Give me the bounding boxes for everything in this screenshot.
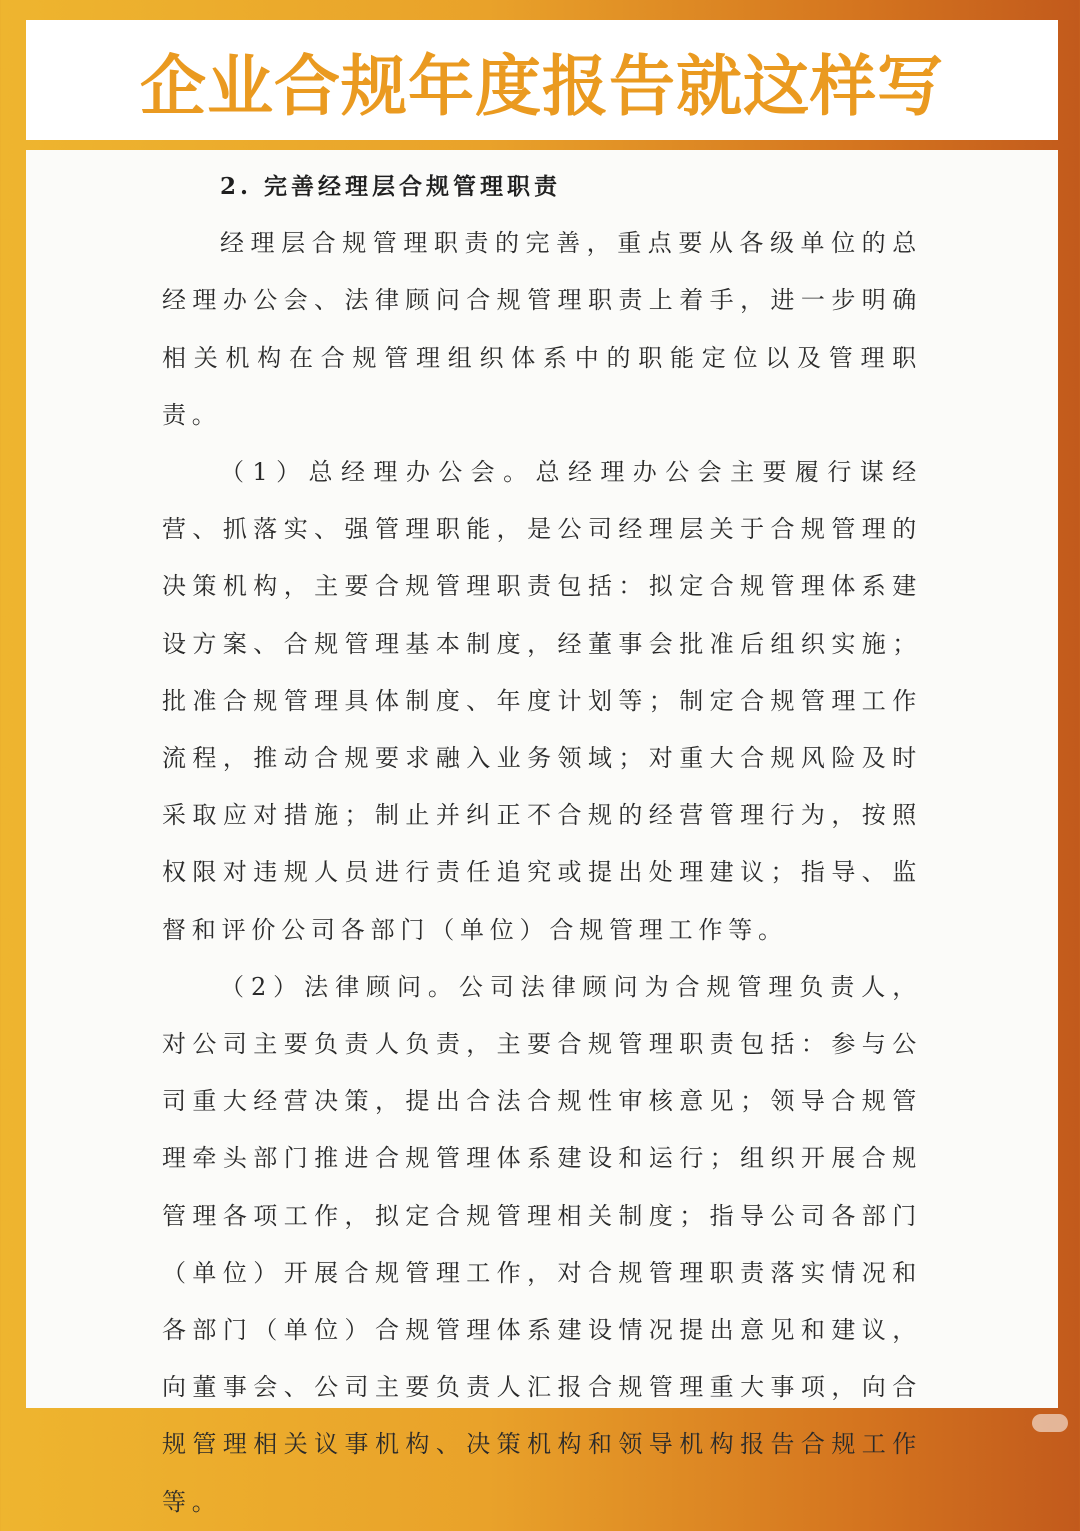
document-body [162, 158, 922, 1531]
paragraph-intro: 经理层合规管理职责的完善，重点要从各级单位的总经理办公会、法律顾问合规管理职责上着手，进一步明确相关机构在合规管理组织体系中的职能定位以及管理职责。 [162, 229, 922, 429]
watermark-logo [1032, 1414, 1068, 1432]
page-title: 企业合规年度报告就这样写 [140, 47, 944, 125]
paragraph-legal-counsel: （2）法律顾问。公司法律顾问为合规管理负责人，对公司主要负责人负责，主要合规管理职责包括：参与公司重大经营决策，提出合法合规性审核意见；领导合规管理牵头部门推进合规管理体系建设和运行；组织开展合规管理各项工作，拟定合规管理相关制度；指导公司各部门（单位）开展合规管理工作，对合规管理职责落实情况和各部门（单位）合规管理体系建设情况提出意见和建议，向董事会、公司主要负责人汇报合规管理重大事项，向合规管理相关议事机构、决策机构和领导机构报告合规工作等。 [162, 972, 922, 1516]
document-panel [26, 150, 1058, 1516]
title-banner [26, 20, 1058, 140]
section-heading: 2. 完善经理层合规管理职责 [220, 173, 562, 200]
paragraph-general-manager-office: （1）总经理办公会。总经理办公会主要履行谋经营、抓落实、强管理职能，是公司经理层关于合规管理的决策机构，主要合规管理职责包括：拟定合规管理体系建设方案、合规管理基本制度，经董事会批准后组织实施；批准合规管理具体制度、年度计划等；制定合规管理工作流程，推动合规要求融入业务领域；对重大合规风险及时采取应对措施；制止并纠正不合规的经营管理行为，按照权限对违规人员进行责任追究或提出处理建议；指导、监督和评价公司各部门（单位）合规管理工作等。 [162, 458, 922, 944]
